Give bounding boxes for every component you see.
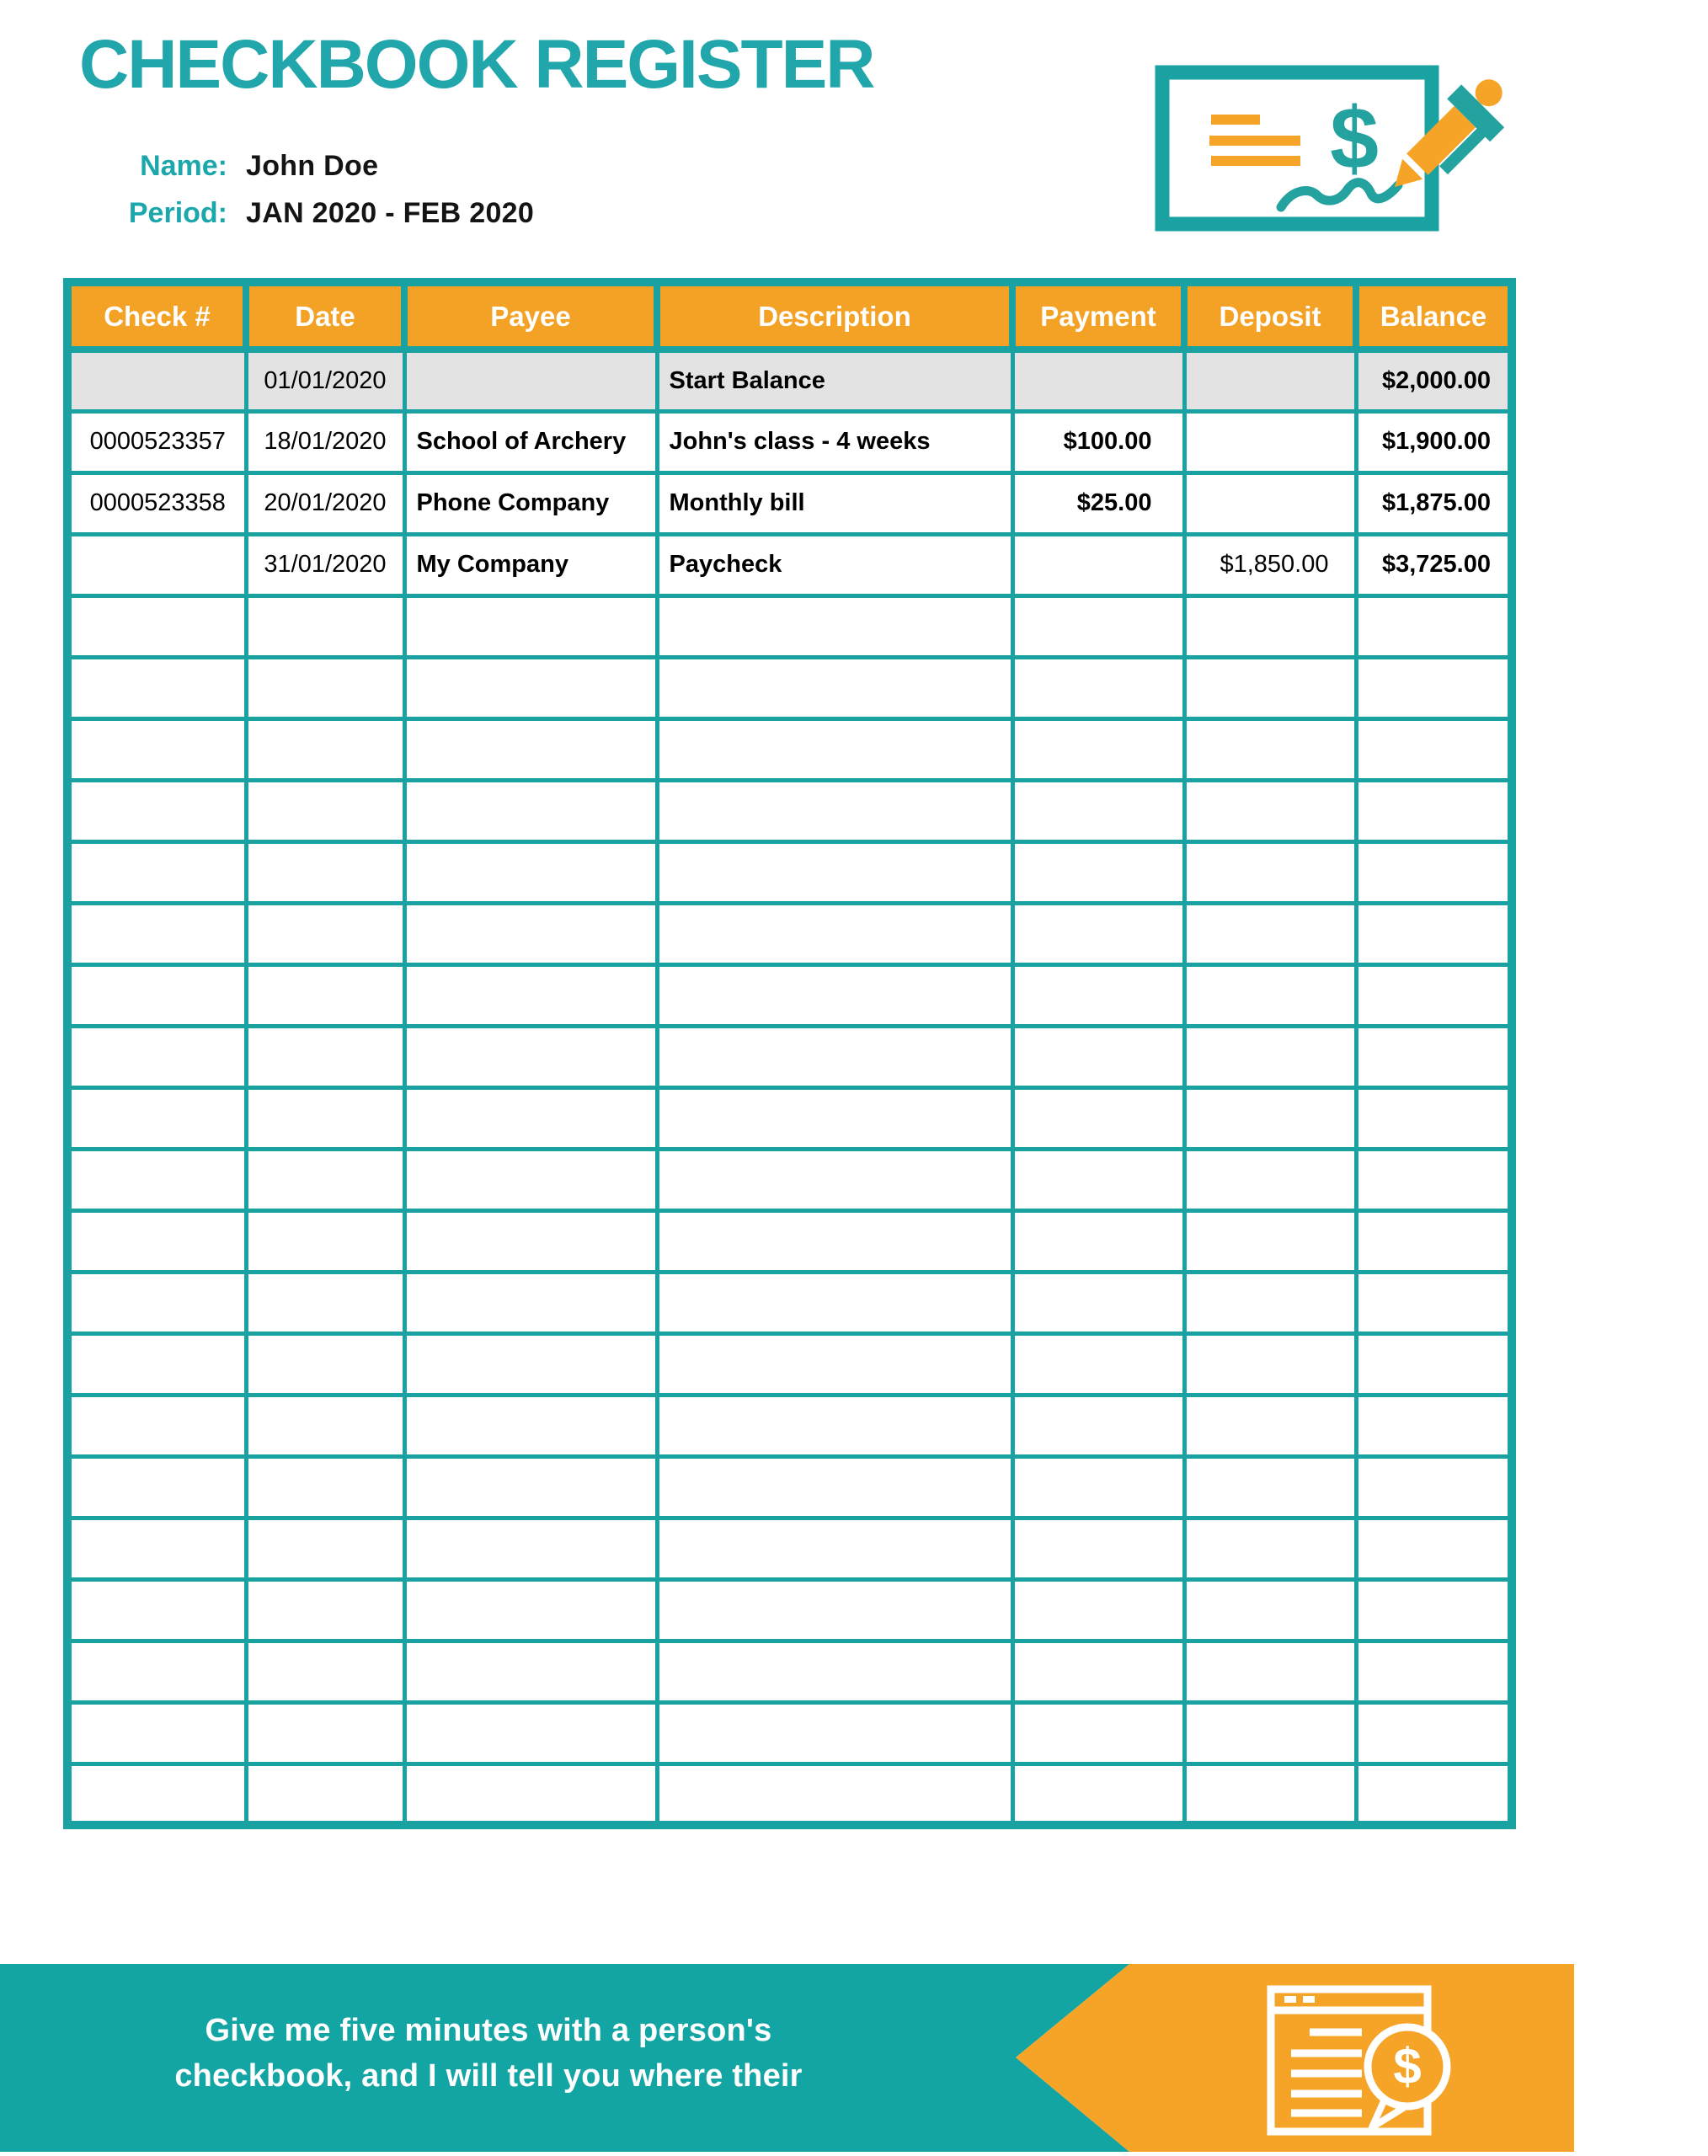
cell-check-number: 0000523358 bbox=[67, 472, 246, 534]
cell-check-number bbox=[67, 1333, 246, 1395]
cell-description bbox=[657, 595, 1012, 657]
column-header-date: Date bbox=[246, 282, 404, 350]
cell-balance bbox=[1356, 1579, 1512, 1641]
cell-check-number bbox=[67, 718, 246, 780]
name-row bbox=[66, 150, 534, 183]
empty-table-row bbox=[67, 1456, 1512, 1518]
cell-payment bbox=[1012, 780, 1184, 841]
cell-check-number bbox=[67, 903, 246, 964]
cell-payee bbox=[404, 595, 657, 657]
cell-date bbox=[246, 1149, 404, 1210]
cell-deposit bbox=[1184, 1087, 1356, 1149]
table-header-row bbox=[67, 282, 1512, 350]
cell-payee bbox=[404, 657, 657, 718]
cell-check-number bbox=[67, 1764, 246, 1825]
cell-deposit bbox=[1184, 657, 1356, 718]
cell-check-number bbox=[67, 534, 246, 595]
cell-payee bbox=[404, 1087, 657, 1149]
cell-description bbox=[657, 1149, 1012, 1210]
cell-description bbox=[657, 1764, 1012, 1825]
cell-description bbox=[657, 657, 1012, 718]
cell-payment bbox=[1012, 1456, 1184, 1518]
cell-date bbox=[246, 1764, 404, 1825]
cell-date bbox=[246, 657, 404, 718]
cell-payee bbox=[404, 1395, 657, 1456]
cell-check-number bbox=[67, 780, 246, 841]
cell-deposit bbox=[1184, 1764, 1356, 1825]
cell-payment: $100.00 bbox=[1012, 411, 1184, 472]
column-header-description: Description bbox=[657, 282, 1012, 350]
cell-check-number bbox=[67, 1702, 246, 1764]
cell-payment bbox=[1012, 1333, 1184, 1395]
empty-table-row bbox=[67, 1149, 1512, 1210]
cell-date bbox=[246, 1456, 404, 1518]
cell-balance bbox=[1356, 1641, 1512, 1702]
owner-info bbox=[66, 150, 534, 244]
cell-balance: $1,900.00 bbox=[1356, 411, 1512, 472]
empty-table-row bbox=[67, 903, 1512, 964]
cell-deposit bbox=[1184, 1456, 1356, 1518]
empty-table-row bbox=[67, 1210, 1512, 1272]
cell-payee bbox=[404, 1579, 657, 1641]
cell-deposit bbox=[1184, 1210, 1356, 1272]
cell-date: 01/01/2020 bbox=[246, 350, 404, 411]
cell-balance: $3,725.00 bbox=[1356, 534, 1512, 595]
cell-deposit bbox=[1184, 472, 1356, 534]
cell-description bbox=[657, 1026, 1012, 1087]
cell-deposit bbox=[1184, 350, 1356, 411]
cell-balance bbox=[1356, 841, 1512, 903]
period-row bbox=[66, 197, 534, 230]
cell-description bbox=[657, 1087, 1012, 1149]
cell-payment bbox=[1012, 1518, 1184, 1579]
column-header-payment: Payment bbox=[1012, 282, 1184, 350]
cell-description bbox=[657, 841, 1012, 903]
table-row bbox=[67, 534, 1512, 595]
cell-check-number bbox=[67, 1149, 246, 1210]
column-header-balance: Balance bbox=[1356, 282, 1512, 350]
name-label: Name: bbox=[140, 150, 227, 182]
cell-date bbox=[246, 1210, 404, 1272]
empty-table-row bbox=[67, 1702, 1512, 1764]
cell-payment bbox=[1012, 903, 1184, 964]
cell-balance bbox=[1356, 1456, 1512, 1518]
page-title: CHECKBOOK REGISTER bbox=[79, 26, 874, 103]
cell-balance bbox=[1356, 1087, 1512, 1149]
cell-payee: My Company bbox=[404, 534, 657, 595]
empty-table-row bbox=[67, 657, 1512, 718]
statement-dollar-bubble-icon bbox=[1259, 1984, 1461, 2137]
period-value: JAN 2020 - FEB 2020 bbox=[246, 197, 535, 229]
cell-balance bbox=[1356, 657, 1512, 718]
cell-check-number bbox=[67, 1087, 246, 1149]
cell-date bbox=[246, 780, 404, 841]
cell-check-number bbox=[67, 1026, 246, 1087]
cell-deposit bbox=[1184, 1518, 1356, 1579]
cell-check-number bbox=[67, 1579, 246, 1641]
cell-balance bbox=[1356, 1333, 1512, 1395]
cell-balance bbox=[1356, 595, 1512, 657]
cell-payment bbox=[1012, 964, 1184, 1026]
cell-payment bbox=[1012, 1210, 1184, 1272]
cell-balance: $1,875.00 bbox=[1356, 472, 1512, 534]
empty-table-row bbox=[67, 1518, 1512, 1579]
table-row bbox=[67, 472, 1512, 534]
cell-check-number: 0000523357 bbox=[67, 411, 246, 472]
empty-table-row bbox=[67, 1395, 1512, 1456]
cell-deposit bbox=[1184, 1579, 1356, 1641]
cell-deposit bbox=[1184, 1702, 1356, 1764]
cell-date: 18/01/2020 bbox=[246, 411, 404, 472]
cell-date bbox=[246, 1641, 404, 1702]
cell-balance bbox=[1356, 1272, 1512, 1333]
cell-check-number bbox=[67, 1456, 246, 1518]
check-dollar-glyph: $ bbox=[1330, 90, 1379, 188]
cell-payee bbox=[404, 1149, 657, 1210]
cell-payment bbox=[1012, 1395, 1184, 1456]
cell-balance bbox=[1356, 903, 1512, 964]
register-table bbox=[63, 278, 1516, 1829]
cell-payee bbox=[404, 1210, 657, 1272]
cell-balance bbox=[1356, 1026, 1512, 1087]
cell-date bbox=[246, 841, 404, 903]
cell-deposit bbox=[1184, 1149, 1356, 1210]
cell-balance bbox=[1356, 1702, 1512, 1764]
cell-balance bbox=[1356, 1518, 1512, 1579]
cell-description bbox=[657, 718, 1012, 780]
cell-date bbox=[246, 1026, 404, 1087]
empty-table-row bbox=[67, 780, 1512, 841]
cell-date bbox=[246, 1518, 404, 1579]
cell-payment bbox=[1012, 1087, 1184, 1149]
cell-payment bbox=[1012, 1149, 1184, 1210]
cell-payment bbox=[1012, 1026, 1184, 1087]
cell-balance bbox=[1356, 1764, 1512, 1825]
cell-payee: School of Archery bbox=[404, 411, 657, 472]
cell-balance bbox=[1356, 1395, 1512, 1456]
cell-deposit bbox=[1184, 780, 1356, 841]
cell-date bbox=[246, 1702, 404, 1764]
cell-description: Monthly bill bbox=[657, 472, 1012, 534]
cell-deposit bbox=[1184, 1641, 1356, 1702]
cell-description: John's class - 4 weeks bbox=[657, 411, 1012, 472]
cell-date: 20/01/2020 bbox=[246, 472, 404, 534]
cell-description bbox=[657, 1518, 1012, 1579]
cell-payment bbox=[1012, 1702, 1184, 1764]
empty-table-row bbox=[67, 595, 1512, 657]
empty-table-row bbox=[67, 841, 1512, 903]
cell-deposit bbox=[1184, 595, 1356, 657]
cell-payment bbox=[1012, 350, 1184, 411]
cell-description bbox=[657, 903, 1012, 964]
empty-table-row bbox=[67, 1272, 1512, 1333]
cell-payee bbox=[404, 1272, 657, 1333]
cell-deposit bbox=[1184, 1395, 1356, 1456]
cell-deposit bbox=[1184, 1333, 1356, 1395]
quote-text bbox=[143, 2008, 834, 2099]
empty-table-row bbox=[67, 718, 1512, 780]
cell-deposit bbox=[1184, 841, 1356, 903]
cell-date bbox=[246, 1272, 404, 1333]
cell-date bbox=[246, 595, 404, 657]
cell-check-number bbox=[67, 350, 246, 411]
cell-date bbox=[246, 718, 404, 780]
cell-deposit bbox=[1184, 1026, 1356, 1087]
cell-description bbox=[657, 780, 1012, 841]
cell-deposit bbox=[1184, 718, 1356, 780]
cell-payee bbox=[404, 1702, 657, 1764]
cell-date bbox=[246, 964, 404, 1026]
cell-date bbox=[246, 1087, 404, 1149]
column-header-payee: Payee bbox=[404, 282, 657, 350]
cell-date: 31/01/2020 bbox=[246, 534, 404, 595]
column-header-deposit: Deposit bbox=[1184, 282, 1356, 350]
quote-line-1: Give me five minutes with a person's bbox=[205, 2013, 772, 2048]
name-value: John Doe bbox=[246, 150, 379, 182]
period-label: Period: bbox=[128, 197, 227, 229]
cell-description bbox=[657, 1210, 1012, 1272]
empty-table-row bbox=[67, 1641, 1512, 1702]
cell-balance bbox=[1356, 780, 1512, 841]
cell-payment bbox=[1012, 1764, 1184, 1825]
cell-payee bbox=[404, 903, 657, 964]
cell-payee bbox=[404, 964, 657, 1026]
cell-date bbox=[246, 903, 404, 964]
cell-deposit bbox=[1184, 1272, 1356, 1333]
cell-check-number bbox=[67, 657, 246, 718]
cell-payment bbox=[1012, 534, 1184, 595]
cell-payee bbox=[404, 1456, 657, 1518]
cell-description bbox=[657, 1333, 1012, 1395]
column-header-check-number: Check # bbox=[67, 282, 246, 350]
cell-description bbox=[657, 1272, 1012, 1333]
cell-check-number bbox=[67, 1518, 246, 1579]
cell-payee bbox=[404, 1764, 657, 1825]
cell-description: Paycheck bbox=[657, 534, 1012, 595]
cell-payment: $25.00 bbox=[1012, 472, 1184, 534]
cell-check-number bbox=[67, 1272, 246, 1333]
table-row bbox=[67, 411, 1512, 472]
empty-table-row bbox=[67, 1764, 1512, 1825]
empty-table-row bbox=[67, 964, 1512, 1026]
cell-check-number bbox=[67, 841, 246, 903]
cell-check-number bbox=[67, 1210, 246, 1272]
cell-deposit bbox=[1184, 411, 1356, 472]
check-with-pen-icon bbox=[1152, 59, 1531, 237]
cell-check-number bbox=[67, 1395, 246, 1456]
start-balance-row bbox=[67, 350, 1512, 411]
cell-deposit bbox=[1184, 903, 1356, 964]
cell-payment bbox=[1012, 1272, 1184, 1333]
cell-date bbox=[246, 1395, 404, 1456]
cell-description bbox=[657, 1456, 1012, 1518]
cell-payee bbox=[404, 350, 657, 411]
cell-check-number bbox=[67, 1641, 246, 1702]
empty-table-row bbox=[67, 1026, 1512, 1087]
cell-description: Start Balance bbox=[657, 350, 1012, 411]
cell-payment bbox=[1012, 718, 1184, 780]
cell-balance: $2,000.00 bbox=[1356, 350, 1512, 411]
cell-payment bbox=[1012, 657, 1184, 718]
cell-date bbox=[246, 1333, 404, 1395]
cell-balance bbox=[1356, 964, 1512, 1026]
cell-balance bbox=[1356, 1149, 1512, 1210]
empty-table-row bbox=[67, 1579, 1512, 1641]
cell-deposit: $1,850.00 bbox=[1184, 534, 1356, 595]
register-table-body bbox=[67, 350, 1512, 1825]
cell-description bbox=[657, 964, 1012, 1026]
cell-balance bbox=[1356, 718, 1512, 780]
banner-dollar-glyph: $ bbox=[1393, 2038, 1422, 2095]
cell-payee bbox=[404, 1333, 657, 1395]
cell-payee: Phone Company bbox=[404, 472, 657, 534]
cell-payment bbox=[1012, 1579, 1184, 1641]
empty-table-row bbox=[67, 1087, 1512, 1149]
cell-payment bbox=[1012, 595, 1184, 657]
cell-description bbox=[657, 1579, 1012, 1641]
cell-payment bbox=[1012, 841, 1184, 903]
cell-payee bbox=[404, 1518, 657, 1579]
cell-check-number bbox=[67, 964, 246, 1026]
empty-table-row bbox=[67, 1333, 1512, 1395]
cell-payment bbox=[1012, 1641, 1184, 1702]
cell-description bbox=[657, 1702, 1012, 1764]
cell-payee bbox=[404, 718, 657, 780]
cell-payee bbox=[404, 780, 657, 841]
cell-balance bbox=[1356, 1210, 1512, 1272]
cell-deposit bbox=[1184, 964, 1356, 1026]
cell-description bbox=[657, 1641, 1012, 1702]
cell-description bbox=[657, 1395, 1012, 1456]
cell-check-number bbox=[67, 595, 246, 657]
cell-payee bbox=[404, 1026, 657, 1087]
cell-payee bbox=[404, 841, 657, 903]
cell-payee bbox=[404, 1641, 657, 1702]
cell-date bbox=[246, 1579, 404, 1641]
quote-line-2: checkbook, and I will tell you where their bbox=[174, 2058, 803, 2094]
